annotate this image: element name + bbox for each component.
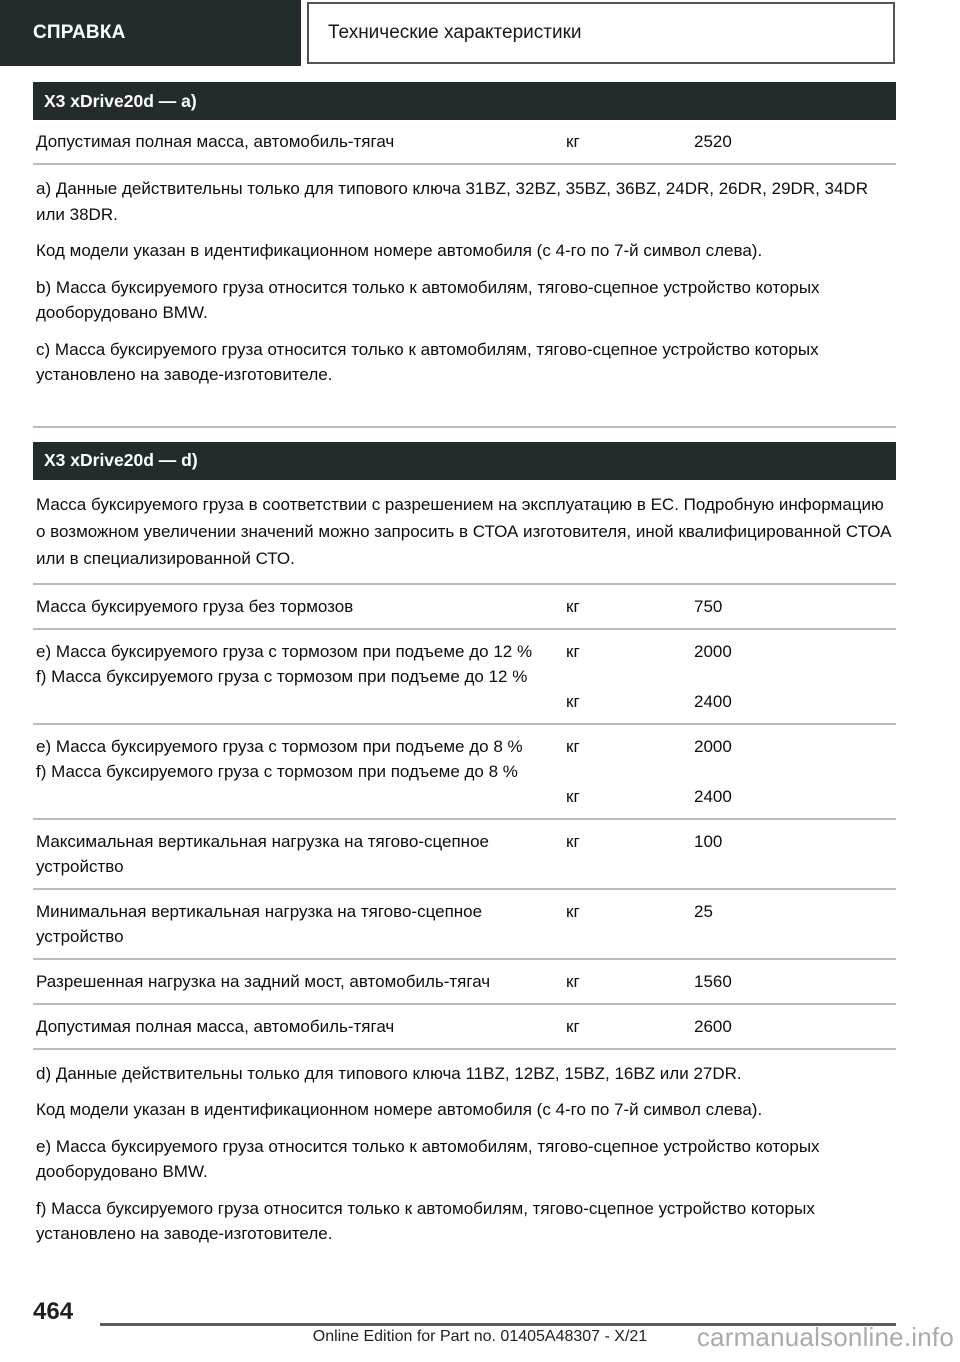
row-value: 2520: [694, 132, 732, 151]
row-value-line: 2400: [694, 691, 732, 711]
spec-table-d: [33, 585, 896, 1050]
page-title: Технические характеристики: [328, 22, 582, 43]
page-footer: [0, 1270, 960, 1362]
note-item: d) Данные действительны только для типового ключа 11BZ, 12BZ, 15BZ, 16BZ или 27DR.: [36, 1063, 742, 1083]
page-number: 464: [33, 1298, 74, 1325]
row-unit-line: кг: [566, 641, 580, 661]
row-label: [33, 734, 566, 784]
row-unit: кг: [566, 901, 580, 921]
row-value: [694, 734, 896, 809]
section-notes-d: [33, 1050, 896, 1247]
header-category-label: СПРАВКА: [33, 22, 126, 43]
row-value-line: 2000: [694, 736, 732, 756]
row-value: 1560: [694, 971, 732, 991]
row-unit: кг: [566, 831, 580, 851]
row-unit: [566, 639, 694, 714]
row-value: 100: [694, 831, 723, 851]
table-row: [33, 630, 896, 725]
row-unit: кг: [566, 132, 580, 151]
row-value: 2600: [694, 1016, 732, 1036]
row-label: [33, 639, 566, 689]
row-label-line: e) Масса буксируемого груза с тормозом при подъеме до 8 %: [36, 736, 523, 756]
row-label-line: f) Масса буксируемого груза с тормозом при подъеме до 8 %: [36, 761, 518, 781]
row-label-line: e) Масса буксируемого груза с тормозом при подъеме до 12 %: [36, 641, 533, 661]
note-item: b) Масса буксируемого груза относится только к автомобилям, тягово-сцепное устройство которых дооборудовано BMW.: [36, 277, 820, 322]
row-unit: кг: [566, 1016, 580, 1036]
row-unit: кг: [566, 971, 580, 991]
note-item: Код модели указан в идентификационном номере автомобиля (с 4-го по 7-й символ слева).: [36, 1100, 763, 1119]
table-row: [33, 725, 896, 820]
note-item: Код модели указан в идентификационном номере автомобиля (с 4-го по 7-й символ слева).: [36, 241, 763, 260]
note-item: e) Масса буксируемого груза относится только к автомобилям, тягово-сцепное устройство которых дооборудовано BMW.: [36, 1136, 820, 1181]
note-item: a) Данные действительны только для типового ключа 31BZ, 32BZ, 35BZ, 36BZ, 24DR, 26DR, 29DR, 34DR или 38DR.: [36, 179, 868, 224]
row-value-line: 2000: [694, 641, 732, 661]
row-value: [694, 639, 896, 714]
page-content: [0, 68, 960, 1247]
note-item: c) Масса буксируемого груза относится только к автомобилям, тягово-сцепное устройство которых установлено на заводе-изготовителе.: [36, 339, 819, 384]
table-row: [33, 1005, 896, 1050]
section-intro-d: Масса буксируемого груза в соответствии с разрешением на эксплуатацию в ЕС. Подробную информацию о возможном увеличении значений можно запросить в СТОА изготовителя, иной квалифицированной СТОА или в специализированной СТО.: [33, 480, 896, 585]
section-x3-xdrive20d-d: [0, 442, 960, 1247]
row-value: 750: [694, 596, 723, 616]
row-label: Допустимая полная масса, автомобиль-тягач: [36, 1016, 395, 1036]
section-notes-a: [33, 165, 896, 388]
section-title-d: X3 xDrive20d — d): [33, 442, 896, 480]
table-row: [33, 820, 896, 890]
section-title-a: X3 xDrive20d — a): [33, 82, 896, 120]
row-unit: [566, 734, 694, 809]
row-label: Минимальная вертикальная нагрузка на тягово-сцепное устройство: [36, 901, 483, 946]
table-row: [33, 960, 896, 1005]
row-unit-line: кг: [566, 691, 580, 711]
row-unit: кг: [566, 596, 580, 616]
header-title-box: [307, 2, 895, 64]
row-label: Допустимая полная масса, автомобиль-тягач: [36, 132, 395, 151]
row-label: Разрешенная нагрузка на задний мост, автомобиль-тягач: [36, 971, 491, 991]
footer-edition-text: Online Edition for Part no. 01405A48307 - X/21: [312, 1328, 648, 1345]
row-value: 25: [694, 901, 713, 921]
row-label-line: f) Масса буксируемого груза с тормозом при подъеме до 12 %: [36, 666, 528, 686]
row-label: Масса буксируемого груза без тормозов: [36, 596, 354, 616]
header-category-tab: [0, 0, 301, 66]
row-label: Максимальная вертикальная нагрузка на тягово-сцепное устройство: [36, 831, 489, 876]
footer-watermark: carmanualsonline.info: [696, 1322, 954, 1352]
note-item: f) Масса буксируемого груза относится только к автомобилям, тягово-сцепное устройство которых установлено на заводе-изготовителе.: [36, 1198, 815, 1243]
table-row: [33, 120, 896, 165]
row-unit-line: кг: [566, 736, 580, 756]
table-row: [33, 585, 896, 630]
row-unit-line: кг: [566, 786, 580, 806]
section-x3-xdrive20d-a: [0, 68, 960, 388]
page-header: [0, 0, 960, 68]
row-value-line: 2400: [694, 786, 732, 806]
spec-table-a: [33, 120, 896, 165]
table-row: [33, 890, 896, 960]
